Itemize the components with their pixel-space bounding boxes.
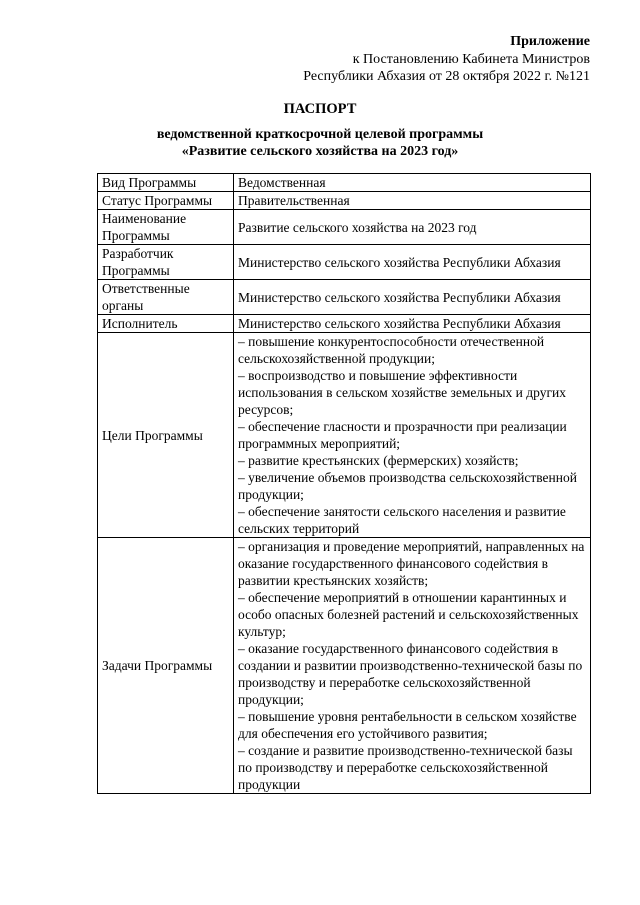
appendix-title: Приложение xyxy=(510,34,590,49)
goal-item: – обеспечение гласности и прозрачности при реализации программных мероприятий; xyxy=(238,419,567,451)
row-value-line: Министерство сельского хозяйства Республики Абхазия xyxy=(238,289,561,305)
row-value xyxy=(234,210,591,245)
passport-subtitle-line-2: «Развитие сельского хозяйства на 2023 год» xyxy=(181,144,459,159)
table-row xyxy=(98,210,591,245)
table-row xyxy=(98,245,591,280)
table-row xyxy=(98,192,591,210)
row-label: Вид Программы xyxy=(98,174,234,192)
goal-item: – увеличение объемов производства сельскохозяйственной продукции; xyxy=(238,470,577,502)
table-row xyxy=(98,333,591,538)
goal-item: – обеспечение занятости сельского населения и развитие сельских территорий xyxy=(238,504,566,536)
row-label: Исполнитель xyxy=(98,315,234,333)
task-item: – оказание государственного финансового содействия в создании и развитии производственно-технической базы по производству и переработке сельскохозяйственной продукции; xyxy=(238,641,583,707)
table-row xyxy=(98,174,591,192)
row-value xyxy=(234,333,591,538)
appendix-line-1: к Постановлению Кабинета Министров xyxy=(352,51,590,67)
row-value xyxy=(234,174,591,192)
row-label: Разработчик Программы xyxy=(98,245,234,280)
row-value xyxy=(234,192,591,210)
appendix-line-2: Республики Абхазия от 28 октября 2022 г. №121 xyxy=(303,69,590,84)
task-item: – организация и проведение мероприятий, направленных на оказание государственного финансового содействия в развитии крестьянских хозяйств; xyxy=(238,539,585,588)
goal-item: – развитие крестьянских (фермерских) хозяйств; xyxy=(238,453,519,468)
passport-subtitle-line-1: ведомственной краткосрочной целевой программы xyxy=(156,127,484,142)
task-item: – повышение уровня рентабельности в сельском хозяйстве для обеспечения его устойчивого развития; xyxy=(238,709,577,741)
row-value-line: Развитие сельского хозяйства на 2023 год xyxy=(238,219,477,235)
row-value-line: Министерство сельского хозяйства Республики Абхазия xyxy=(238,254,561,270)
row-label: Статус Программы xyxy=(98,192,234,210)
passport-table xyxy=(97,173,591,794)
goal-item: – повышение конкурентоспособности отечественной сельскохозяйственной продукции; xyxy=(238,334,545,366)
table-row xyxy=(98,315,591,333)
task-item: – обеспечение мероприятий в отношении карантинных и особо опасных болезней растений и сельскохозяйственных культур; xyxy=(238,590,579,639)
row-value-line: Ведомственная xyxy=(238,175,326,190)
row-value xyxy=(234,280,591,315)
task-item: – создание и развитие производственно-технической базы по производству и переработке сельскохозяйственной продукции xyxy=(238,743,573,792)
row-label: Цели Программы xyxy=(98,333,234,538)
row-value-line: Министерство сельского хозяйства Республики Абхазия xyxy=(238,316,561,331)
row-value xyxy=(234,245,591,280)
passport-title: ПАСПОРТ xyxy=(283,101,357,117)
goal-item: – воспроизводство и повышение эффективности использования в сельском хозяйстве земельных и других ресурсов; xyxy=(238,368,566,417)
row-label: Задачи Программы xyxy=(98,538,234,794)
row-label: Наименование Программы xyxy=(98,210,234,245)
row-label: Ответственные органы xyxy=(98,280,234,315)
table-row xyxy=(98,538,591,794)
row-value-line: Правительственная xyxy=(238,193,350,208)
table-row xyxy=(98,280,591,315)
appendix-block xyxy=(303,33,590,86)
row-value xyxy=(234,315,591,333)
row-value xyxy=(234,538,591,794)
passport-subtitle xyxy=(0,126,640,160)
